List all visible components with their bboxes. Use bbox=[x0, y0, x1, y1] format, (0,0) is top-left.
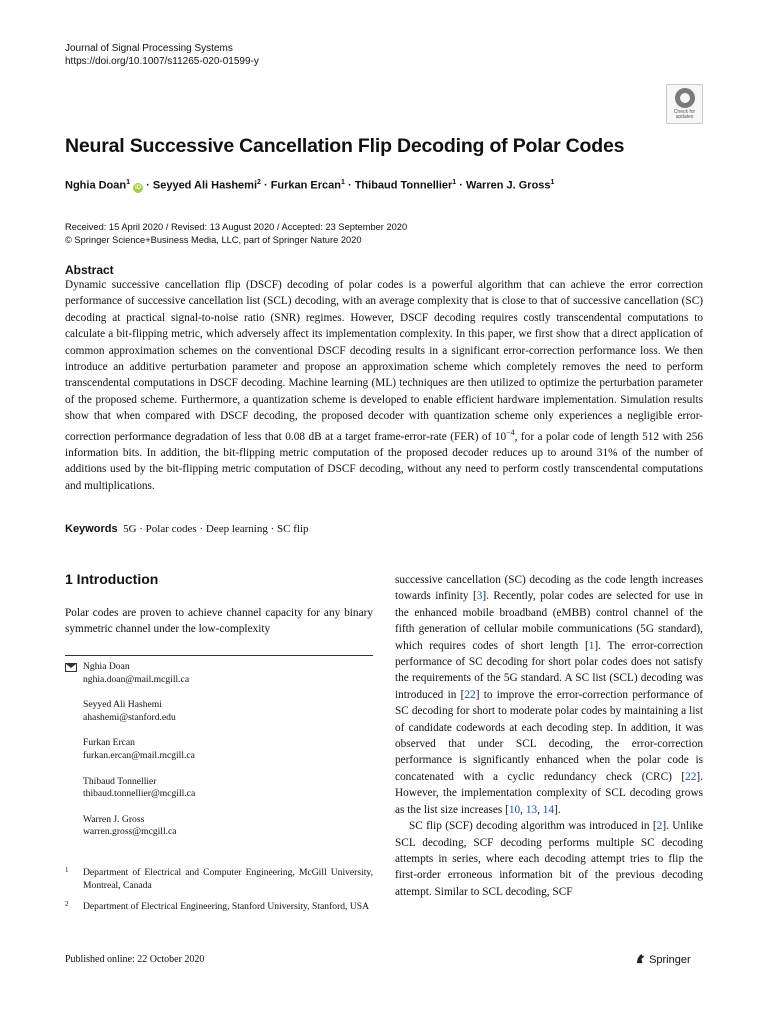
affiliations bbox=[65, 867, 373, 923]
affiliation-entry bbox=[65, 867, 373, 892]
springer-horse-icon bbox=[635, 953, 646, 964]
paper-title: Neural Successive Cancellation Flip Decoding of Polar Codes bbox=[65, 135, 625, 157]
check-updates-icon bbox=[675, 88, 695, 108]
citation-link[interactable]: 1 bbox=[588, 639, 595, 652]
envelope-icon bbox=[65, 663, 77, 672]
orcid-icon[interactable]: iD bbox=[135, 184, 142, 191]
text-run: ]. However, the implementation complexity of SCL decoding grows as the list size increases [ bbox=[395, 770, 703, 816]
keywords bbox=[65, 523, 705, 535]
contact-email[interactable]: ahashemi@stanford.edu bbox=[83, 711, 176, 723]
author-name[interactable]: Furkan Ercan bbox=[270, 179, 342, 192]
abstract-exponent: −4 bbox=[506, 427, 515, 437]
badge-line2: updates bbox=[675, 114, 694, 120]
affiliation-number: 2 bbox=[65, 900, 69, 909]
contact-email[interactable]: warren.gross@mcgill.ca bbox=[83, 826, 177, 838]
citation-link[interactable]: 22 bbox=[685, 770, 697, 783]
text-run: ] to improve the error-correction performance of SC decoding for short to moderate polar codes by maintaining a list of candidate codewords at each decoding step. In addition, it was observed that under SCL decoding, the error-correction performance is significantly enhanced when the polar code is concatenated with a cyclic redundancy check (CRC) [ bbox=[395, 688, 704, 783]
journal-name: Journal of Signal Processing Systems bbox=[65, 43, 233, 54]
text-run: SC flip (SCF) decoding algorithm was introduced in [ bbox=[409, 820, 657, 833]
text-run: ]. Recently, polar codes are selected for use in the enhanced mobile broadband (eMBB) control channel of the fifth generation of cellular mobile communications (5G standard), which requires codes of short length [ bbox=[395, 590, 703, 652]
badge-line1: Check for bbox=[673, 109, 696, 115]
keywords-label: Keywords bbox=[65, 523, 118, 535]
abstract-part1: Dynamic successive cancellation flip (DSCF) decoding of polar codes is a powerful algorithm that can achieve the error correction performance of successive cancellation list (SCL) decoding, with an average complexity that is close to that of successive cancellation (SC) decoding at practical signal-to-noise ratio (SNR) regimes. However, DSCF decoding requires costly transcendental computations to calculate a bit-flipping metric, which adversely affect its implementation complexity. In this paper, we first show that a direct application of common approximation schemes on the conventional DSCF decoding results in a significant error-correction performance loss. We then introduce an additive perturbation parameter and propose an approximation scheme which completely removes the need to perform transcendental computations in DSCF decoding. Machine learning (ML) techniques are then utilized to optimize the perturbation parameter of the proposed scheme. Furthermore, a quantization scheme is developed to enable efficient hardware implementation. Simulation results show that when compared with DSCF decoding, the proposed decoder with quantization scheme only experiences a negligible error-correction performance degradation of less that 0.08 dB at a target frame-error-rate (FER) of 10 bbox=[65, 279, 703, 443]
citation-link[interactable]: 14 bbox=[542, 803, 555, 816]
contact-entry bbox=[65, 699, 373, 724]
contact-name: Thibaud Tonnellier bbox=[83, 775, 157, 787]
text-run: successive cancellation (SC) decoding as the code length increases towards infinity [ bbox=[395, 574, 703, 603]
history-dates: Received: 15 April 2020 / Revised: 13 August 2020 / Accepted: 23 September 2020 bbox=[65, 222, 408, 232]
contact-email[interactable]: thibaud.tonnellier@mcgill.ca bbox=[83, 788, 196, 800]
contact-entry bbox=[65, 737, 373, 762]
journal-header bbox=[65, 42, 259, 68]
contact-entry bbox=[65, 776, 373, 801]
abstract-heading: Abstract bbox=[65, 263, 114, 277]
text-run: , bbox=[537, 803, 543, 816]
copyright: © Springer Science+Business Media, LLC, part of Springer Nature 2020 bbox=[65, 235, 362, 245]
affiliation-text: Department of Electrical and Computer Engineering, McGill University, Montreal, Canada bbox=[83, 867, 373, 891]
citation-link[interactable]: 22 bbox=[464, 688, 476, 701]
text-run: ]. The error-correction performance of SC decoding for short polar codes does not satisfy the requirements of the 5G standard. A SC list (SCL) decoding was introduced in [ bbox=[395, 639, 703, 701]
citation-link[interactable]: 2 bbox=[656, 820, 663, 833]
publisher-name: Springer bbox=[649, 954, 691, 966]
contact-name: Seyyed Ali Hashemi bbox=[83, 699, 162, 711]
abstract-part2: , for a polar code of length 512 with 256 information bits. In addition, the bit-flipping metric computation of the proposed decoder reduces up to around 31% of the number of additions used by the bit-flipping metric computation of DSCF decoding, without any need to perform costly transcendental computations and multiplications. bbox=[65, 430, 703, 492]
publisher-logo bbox=[635, 953, 691, 966]
intro-left-paragraph: Polar codes are proven to achieve channel capacity for any binary symmetric channel under the low-complexity bbox=[65, 607, 373, 636]
text-run: ]. bbox=[554, 803, 561, 816]
author-affiliation: 1 bbox=[341, 179, 345, 186]
intro-paragraph bbox=[395, 818, 703, 900]
intro-right-column bbox=[395, 572, 703, 900]
check-for-updates-badge[interactable] bbox=[666, 84, 703, 124]
author-affiliation: 1 bbox=[126, 179, 131, 186]
section-heading-introduction: 1 Introduction bbox=[65, 571, 159, 587]
author-affiliation: 1 bbox=[550, 179, 555, 186]
keywords-list: 5G · Polar codes · Deep learning · SC flip bbox=[123, 523, 309, 535]
contact-name: Nghia Doan bbox=[83, 661, 130, 672]
article-dates bbox=[65, 221, 705, 247]
published-date: Published online: 22 October 2020 bbox=[65, 954, 205, 965]
affiliation-entry bbox=[65, 901, 373, 914]
author-affiliation: 1 bbox=[452, 179, 457, 186]
contact-entry bbox=[65, 814, 373, 839]
doi-link[interactable]: https://doi.org/10.1007/s11265-020-01599-y bbox=[65, 56, 259, 67]
abstract-text bbox=[65, 277, 703, 494]
citation-link[interactable]: 3 bbox=[476, 590, 483, 603]
text-run: ]. Unlike SCL decoding, SCF decoding performs multiple SC decoding attempts in series, where each decoding attempt tries to flip the first-order erroneous information bit of the previous decoding attempt. Similar to SCL decoding, SCF bbox=[395, 820, 703, 898]
contact-name: Furkan Ercan bbox=[83, 737, 135, 749]
contact-email[interactable]: furkan.ercan@mail.mcgill.ca bbox=[83, 749, 195, 761]
author-name[interactable]: Thibaud Tonnellier bbox=[354, 179, 453, 192]
affiliation-number: 1 bbox=[65, 866, 69, 874]
author-name[interactable]: Nghia Doan bbox=[65, 179, 127, 192]
intro-paragraph bbox=[395, 572, 703, 818]
contact-entry bbox=[65, 661, 373, 686]
citation-link[interactable]: 10 bbox=[508, 803, 521, 816]
citation-link[interactable]: 13 bbox=[525, 803, 538, 816]
text-run: , bbox=[520, 803, 526, 816]
author-name[interactable]: Seyyed Ali Hashemi bbox=[152, 179, 258, 192]
author-list: Nghia Doan$^1$ iD · Seyyed Ali Hashemi$^2$ · Furkan Ercan$^1$ · Thibaud Tonnellier$^1$ · Warren J. Gross$^1$ bbox=[65, 179, 555, 192]
affiliation-text: Department of Electrical Engineering, Stanford University, Stanford, USA bbox=[83, 901, 370, 913]
author-affiliation: 2 bbox=[257, 179, 261, 186]
author-contacts bbox=[65, 661, 373, 852]
author-name[interactable]: Warren J. Gross bbox=[465, 179, 551, 192]
contact-email[interactable]: nghia.doan@mail.mcgill.ca bbox=[83, 673, 190, 685]
contact-name: Warren J. Gross bbox=[83, 813, 145, 825]
footnote-divider bbox=[65, 655, 373, 656]
